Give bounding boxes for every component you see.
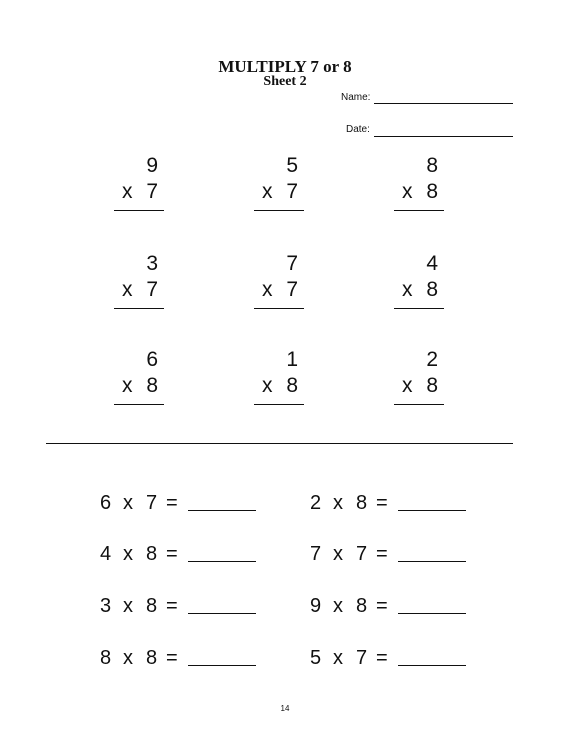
answer-rule: [254, 210, 304, 211]
problem-top-number: 1: [286, 348, 298, 371]
multiply-sign: x: [402, 180, 413, 203]
first-factor: 5: [310, 647, 322, 669]
first-factor: 9: [310, 595, 322, 617]
problem-top-number: 9: [146, 154, 158, 177]
vertical-problem: [114, 349, 164, 439]
vertical-problem: [254, 349, 304, 439]
problem-bottom-number: 8: [426, 180, 438, 203]
problem-top-number: 5: [286, 154, 298, 177]
equals-sign: =: [376, 595, 388, 617]
second-factor: 7: [356, 647, 368, 669]
multiply-sign: x: [333, 595, 343, 617]
multiply-sign: x: [262, 180, 273, 203]
problem-bottom-number: 8: [146, 374, 158, 397]
problem-bottom-number: 7: [146, 278, 158, 301]
second-factor: 8: [356, 492, 368, 514]
first-factor: 6: [100, 492, 112, 514]
answer-rule: [114, 404, 164, 405]
multiply-sign: x: [123, 543, 133, 565]
problem-top-number: 3: [146, 252, 158, 275]
vertical-problem: [114, 155, 164, 245]
answer-rule: [394, 404, 444, 405]
answer-rule: [254, 404, 304, 405]
second-factor: 7: [356, 543, 368, 565]
answer-blank[interactable]: [398, 665, 466, 666]
name-field-line[interactable]: [374, 103, 513, 104]
problem-bottom-number: 8: [426, 374, 438, 397]
equals-sign: =: [166, 543, 178, 565]
problem-top-number: 7: [286, 252, 298, 275]
first-factor: 7: [310, 543, 322, 565]
multiply-sign: x: [333, 492, 343, 514]
equals-sign: =: [166, 595, 178, 617]
vertical-problem: [254, 253, 304, 343]
equals-sign: =: [376, 647, 388, 669]
multiply-sign: x: [122, 374, 133, 397]
section-divider: [46, 443, 513, 444]
vertical-problem: [114, 253, 164, 343]
answer-blank[interactable]: [188, 665, 256, 666]
problem-top-number: 2: [426, 348, 438, 371]
problem-bottom-number: 8: [286, 374, 298, 397]
worksheet-subtitle: Sheet 2: [263, 74, 307, 89]
multiply-sign: x: [402, 278, 413, 301]
worksheet-title: MULTIPLY 7 or 8: [218, 57, 352, 76]
second-factor: 8: [146, 595, 158, 617]
first-factor: 8: [100, 647, 112, 669]
answer-rule: [394, 308, 444, 309]
page-number: 14: [280, 704, 290, 713]
second-factor: 8: [146, 543, 158, 565]
answer-blank[interactable]: [188, 510, 256, 511]
problem-bottom-number: 7: [146, 180, 158, 203]
date-field-line[interactable]: [374, 136, 513, 137]
answer-rule: [114, 308, 164, 309]
first-factor: 4: [100, 543, 112, 565]
multiply-sign: x: [122, 180, 133, 203]
problem-top-number: 8: [426, 154, 438, 177]
second-factor: 7: [146, 492, 158, 514]
multiply-sign: x: [123, 492, 133, 514]
vertical-problem: [394, 155, 444, 245]
multiply-sign: x: [123, 647, 133, 669]
problem-bottom-number: 8: [426, 278, 438, 301]
answer-rule: [254, 308, 304, 309]
multiply-sign: x: [333, 543, 343, 565]
first-factor: 2: [310, 492, 322, 514]
answer-blank[interactable]: [398, 510, 466, 511]
answer-rule: [114, 210, 164, 211]
problem-bottom-number: 7: [286, 278, 298, 301]
answer-rule: [394, 210, 444, 211]
answer-blank[interactable]: [188, 613, 256, 614]
multiply-sign: x: [333, 647, 343, 669]
multiply-sign: x: [262, 374, 273, 397]
answer-blank[interactable]: [398, 561, 466, 562]
problem-bottom-number: 7: [286, 180, 298, 203]
multiply-sign: x: [123, 595, 133, 617]
multiply-sign: x: [262, 278, 273, 301]
answer-blank[interactable]: [188, 561, 256, 562]
multiply-sign: x: [122, 278, 133, 301]
equals-sign: =: [166, 647, 178, 669]
vertical-problem: [254, 155, 304, 245]
vertical-problem: [394, 349, 444, 439]
equals-sign: =: [166, 492, 178, 514]
problem-top-number: 4: [426, 252, 438, 275]
vertical-problem: [394, 253, 444, 343]
problem-top-number: 6: [146, 348, 158, 371]
answer-blank[interactable]: [398, 613, 466, 614]
first-factor: 3: [100, 595, 112, 617]
multiply-sign: x: [402, 374, 413, 397]
date-label: Date:: [346, 124, 370, 135]
second-factor: 8: [146, 647, 158, 669]
equals-sign: =: [376, 492, 388, 514]
second-factor: 8: [356, 595, 368, 617]
name-label: Name:: [341, 92, 371, 103]
equals-sign: =: [376, 543, 388, 565]
